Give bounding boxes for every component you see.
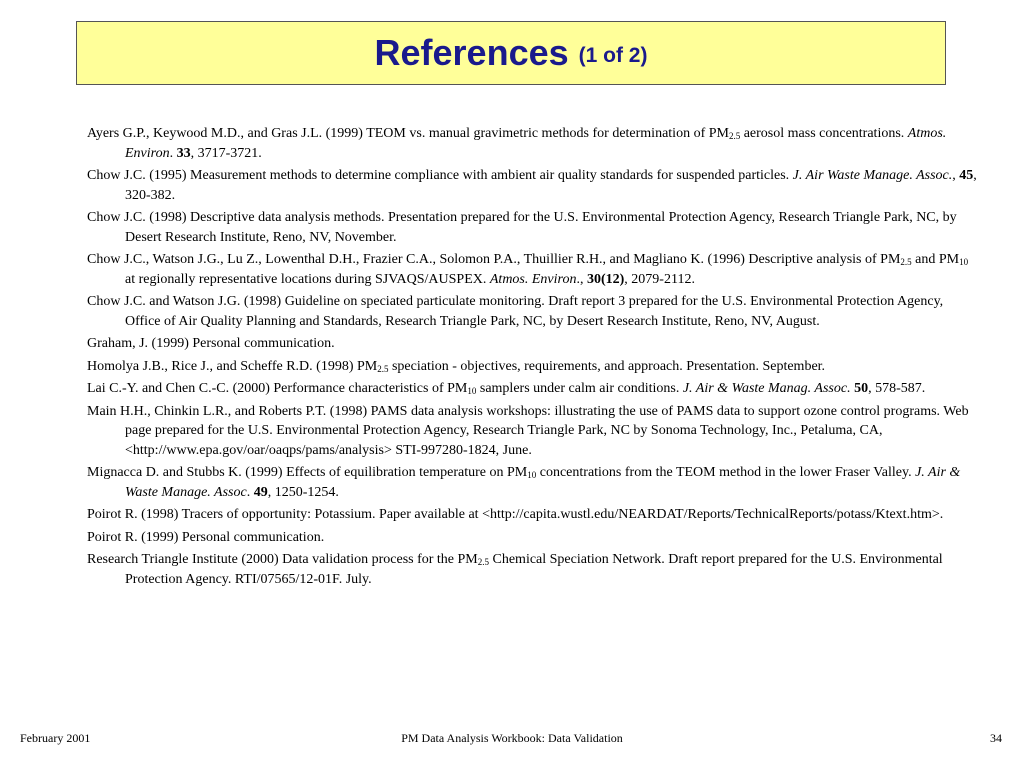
reference-text: 33 (176, 145, 191, 161)
reference-text: 45 (959, 168, 974, 183)
reference-text: Poirot R. (1998) Tracers of opportunity: Potassium. Paper available at <http://capita.wustl.edu/NEARDAT/Reports/TechnicalReports/potass/Ktext.htm>. (87, 507, 944, 522)
reference-text: 2.5 (728, 131, 741, 141)
reference-text: samplers under calm air conditions. (476, 381, 683, 396)
title-banner (76, 21, 946, 85)
reference-text: , 2079-2112. (624, 271, 695, 287)
reference-text: speciation - objectives, requirements, and approach. Presentation. September. (388, 358, 826, 374)
reference-text: Homolya J.B., Rice J., and Scheffe R.D. (1998) PM (87, 358, 378, 374)
reference-entry (87, 463, 980, 502)
reference-text: 10 (959, 257, 969, 267)
reference-entry (87, 550, 980, 589)
reference-text: , 578-587. (868, 381, 926, 396)
reference-text: Poirot R. (1999) Personal communication. (87, 529, 325, 545)
reference-text: , (952, 168, 960, 183)
reference-text: concentrations from the TEOM method in the lower Fraser Valley. (536, 465, 916, 480)
reference-entry (87, 250, 980, 289)
reference-entry (87, 402, 980, 461)
reference-entry (87, 124, 980, 163)
reference-list (87, 124, 980, 592)
footer-title: PM Data Analysis Workbook: Data Validation (401, 731, 623, 745)
reference-text: at regionally representative locations during SJVAQS/AUSPEX. (125, 271, 490, 287)
reference-text: Atmos. Environ (125, 126, 947, 161)
reference-text: 10 (467, 386, 477, 396)
reference-text: Graham, J. (1999) Personal communication. (87, 336, 335, 351)
footer-date: February 2001 (20, 731, 91, 745)
reference-text: 2.5 (377, 363, 389, 374)
reference-text: J. Air & Waste Manage. Assoc (125, 465, 961, 500)
reference-text: . (169, 145, 177, 161)
reference-text: 2.5 (477, 557, 489, 567)
reference-text: Chow J.C. (1998) Descriptive data analysis methods. Presentation prepared for the U.S. Environmental Protection Agency, Research Triangle Park, NC, by Desert Research Institute, Reno, NV, November. (87, 210, 957, 245)
reference-text: Lai C.-Y. and Chen C.-C. (2000) Performance characteristics of PM (87, 381, 468, 396)
reference-text: J. Air Waste Manage. Assoc. (792, 168, 953, 183)
reference-text: Chow J.C. (1995) Measurement methods to determine compliance with ambient air quality standards for suspended particles. (87, 168, 793, 183)
reference-text: Chow J.C., Watson J.G., Lu Z., Lowenthal D.H., Frazier C.A., Solomon P.A., Thuillier R.H., and Magliano K. (1996) Descriptive analysis of PM (87, 252, 901, 267)
reference-text: 30(12) (586, 271, 625, 287)
reference-entry (87, 357, 980, 377)
page-title: References (374, 32, 569, 73)
reference-entry (87, 208, 980, 247)
reference-entry (87, 334, 980, 354)
reference-text: J. Air & Waste Manag. Assoc. (682, 381, 851, 396)
reference-text: ., (576, 271, 587, 287)
reference-text: , 1250-1254. (267, 484, 339, 500)
page-number: 34 (990, 731, 1002, 745)
reference-text: Mignacca D. and Stubbs K. (1999) Effects of equilibration temperature on PM (87, 465, 528, 480)
reference-text: Main H.H., Chinkin L.R., and Roberts P.T. (1998) PAMS data analysis workshops: illustrating the use of PAMS data to support ozone control programs. Web page prepared for the U.S. Environmental Protection Agency, Research Triangle Park, NC by Sonoma Technology, Inc., Petaluma, CA, <http://www.epa.gov/oar/oaqps/pams/analysis> STI-997280-1824, June. (87, 403, 969, 458)
reference-text: , 320-382. (125, 168, 977, 203)
reference-entry (87, 528, 980, 548)
reference-text: 50 (854, 381, 869, 396)
reference-entry (87, 379, 980, 399)
reference-text: and PM (911, 252, 960, 267)
reference-text: Ayers G.P., Keywood M.D., and Gras J.L. (1999) TEOM vs. manual gravimetric methods for determination of PM (87, 126, 729, 141)
reference-text: Chow J.C. and Watson J.G. (1998) Guideline on speciated particulate monitoring. Draft report 3 prepared for the U.S. Environmental Protection Agency, Office of Air Quality Planning and Standards, Research Triangle Park, NC, by Desert Research Institute, Reno, NV, August. (87, 294, 944, 329)
reference-text: 2.5 (900, 257, 912, 267)
reference-text: Atmos. Environ (489, 271, 577, 287)
reference-text: Research Triangle Institute (2000) Data validation process for the PM (87, 552, 478, 567)
reference-text: 49 (253, 484, 268, 500)
reference-entry (87, 166, 980, 205)
page-subtitle: (1 of 2) (578, 44, 648, 67)
reference-text: 10 (527, 470, 537, 480)
reference-entry (87, 505, 980, 525)
reference-text: aerosol mass concentrations. (740, 126, 908, 141)
reference-entry (87, 292, 980, 331)
reference-text: , 3717-3721. (190, 145, 262, 161)
reference-text: . (246, 484, 254, 500)
reference-text: Chemical Speciation Network. Draft report prepared for the U.S. Environmental Protection Agency. RTI/07565/12-01F. July. (125, 552, 943, 587)
